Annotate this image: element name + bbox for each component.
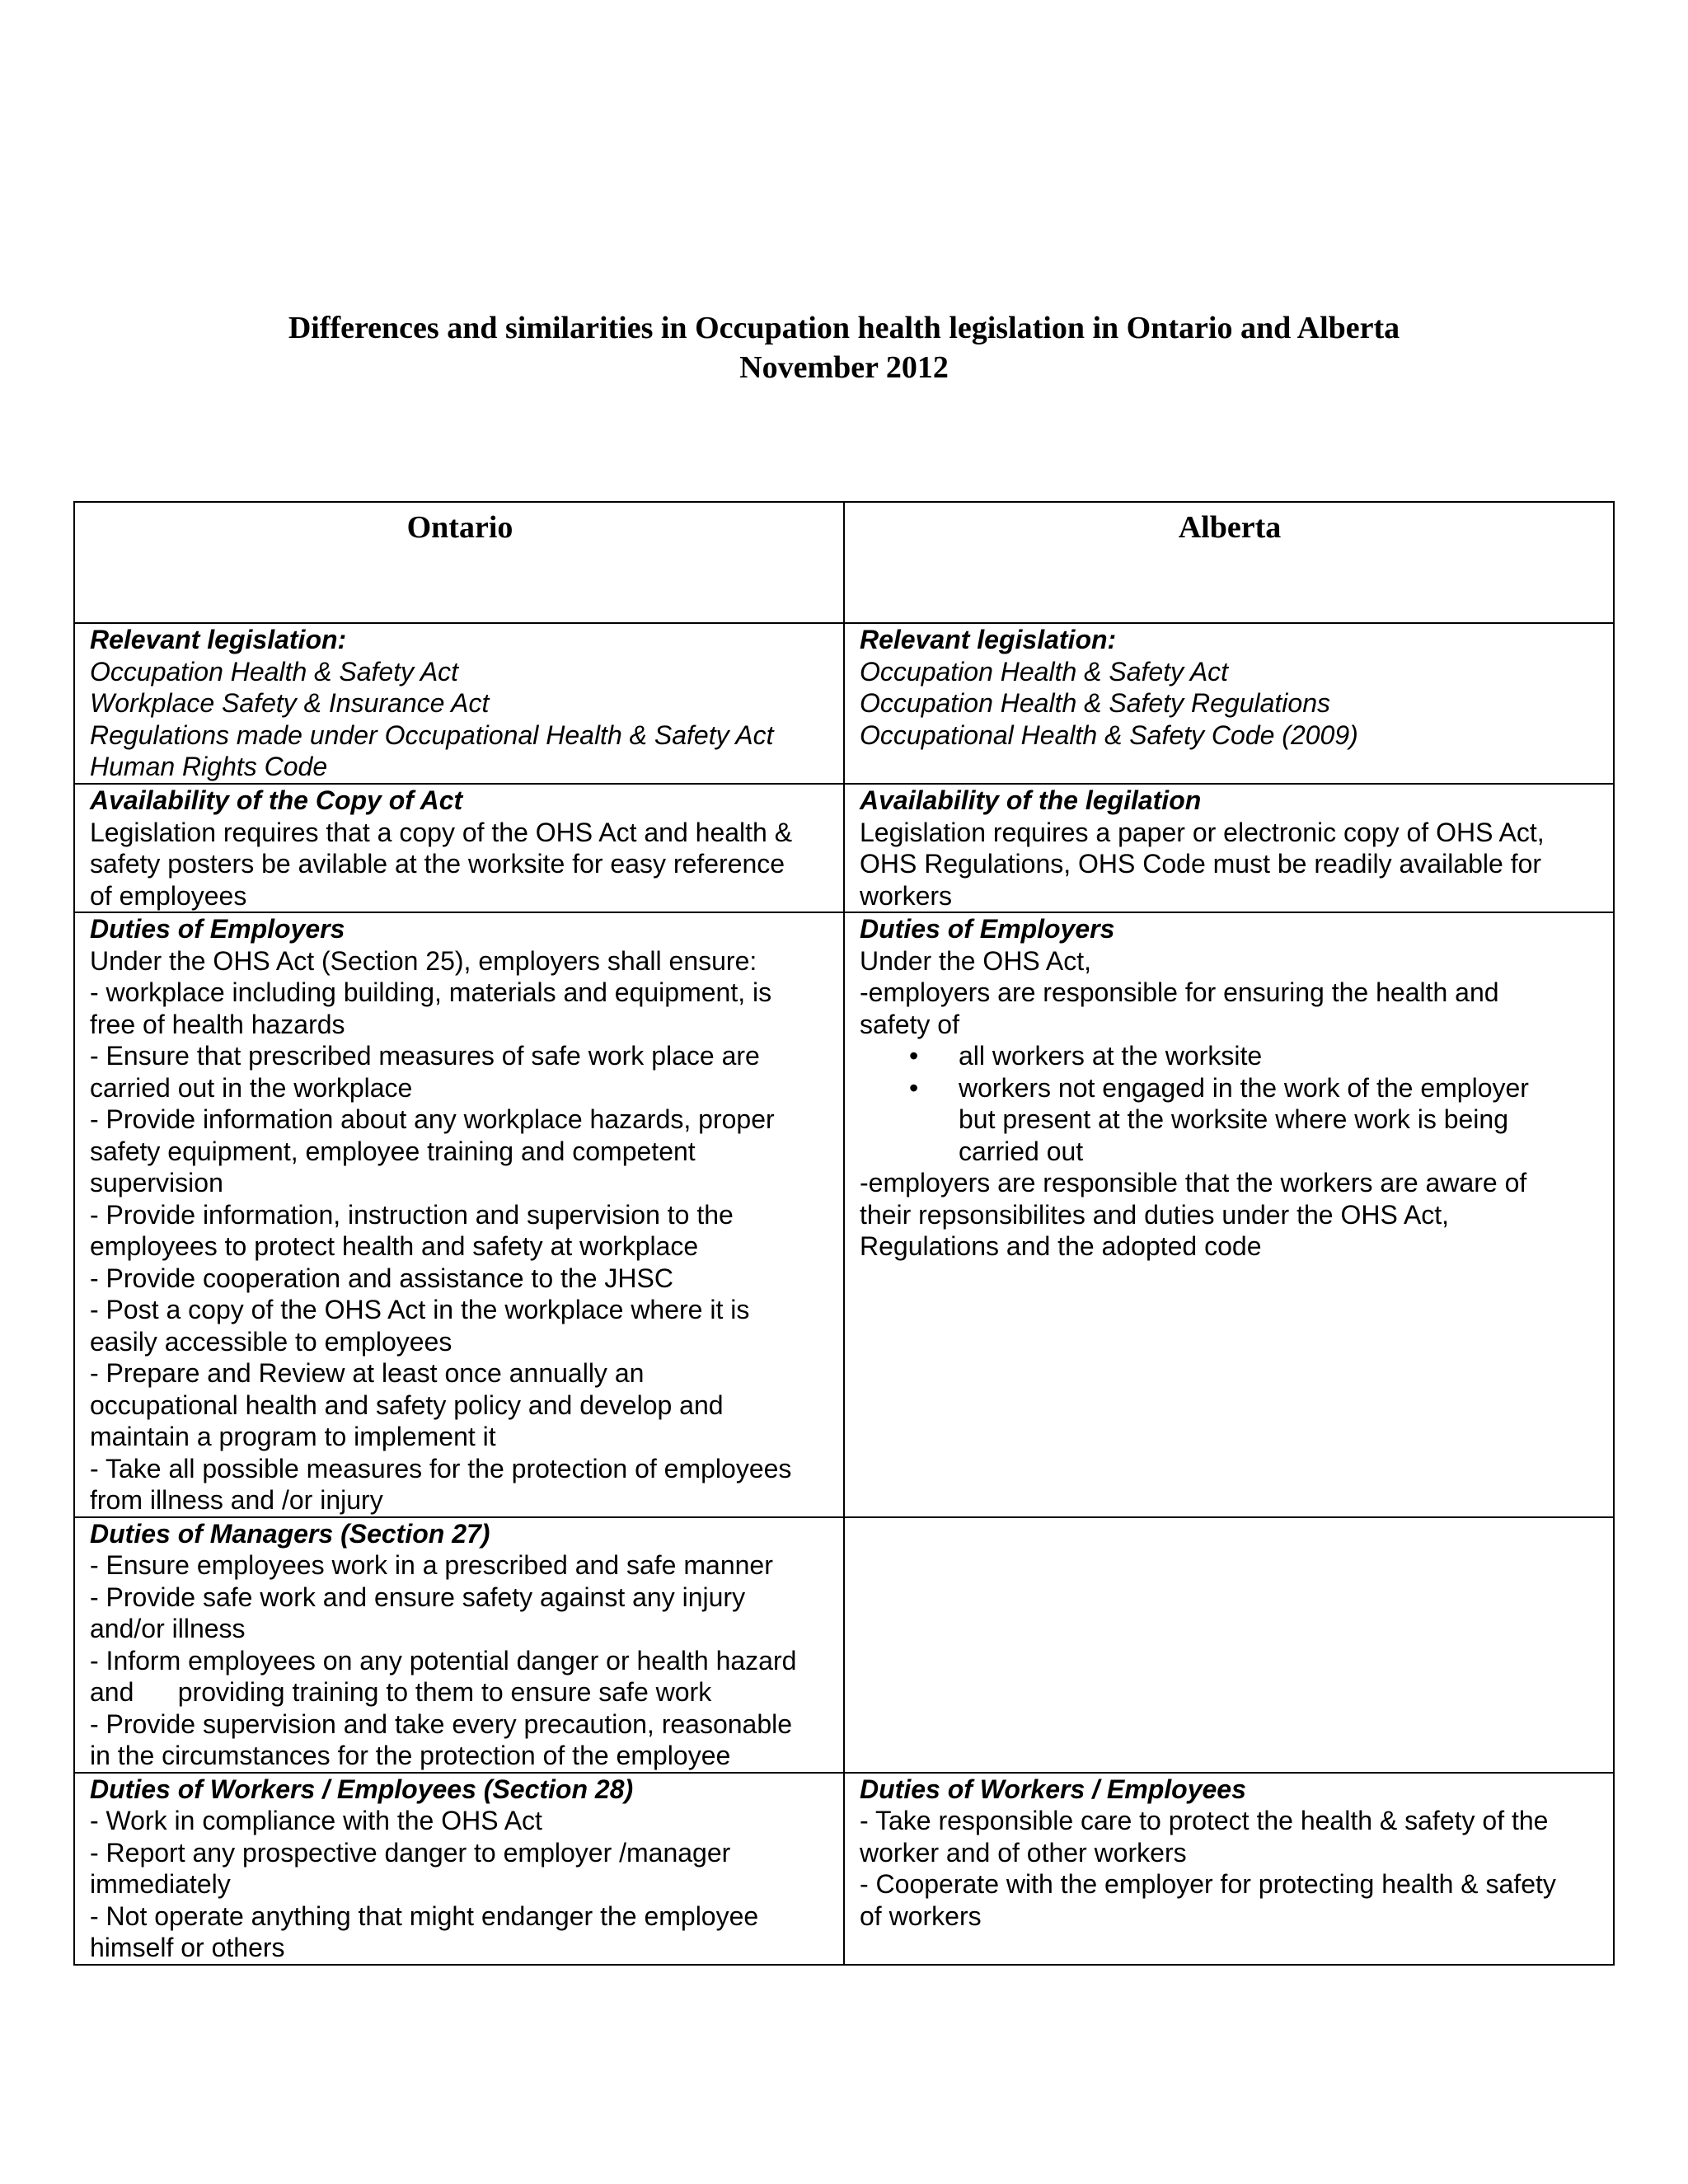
text-line: - workplace including building, materials and equipment, is [90,977,772,1007]
cell-ontario-availability [74,784,844,912]
text-line: -employers are responsible that the workers are aware of [860,1168,1527,1197]
cell-alberta-availability [844,784,1614,912]
cell-alberta-duties-employers [844,912,1614,1517]
legislation-item: Workplace Safety & Insurance Act [90,688,490,718]
text-line: maintain a program to implement it [90,1422,496,1451]
cell-alberta-duties-managers-empty [844,1517,1614,1773]
section-heading: Availability of the Copy of Act [90,785,463,815]
text-line: - Inform employees on any potential danger or health hazard [90,1645,797,1675]
text-line: Legislation requires that a copy of the OHS Act and health & [90,817,793,847]
text-line: carried out [959,1136,1084,1166]
text-line: - Provide cooperation and assistance to the JHSC [90,1263,673,1293]
text-line: carried out in the workplace [90,1072,413,1103]
section-heading: Duties of Employers [90,914,345,944]
text-line: easily accessible to employees [90,1326,452,1357]
text-line: worker and of other workers [860,1837,1187,1868]
text-line: - Ensure that prescribed measures of safe work place are [90,1041,760,1071]
column-header-ontario: Ontario [74,502,844,623]
text-line: in the circumstances for the protection of the employee [90,1741,731,1770]
section-heading: Relevant legislation: [90,625,347,654]
section-heading: Availability of the legilation [860,785,1202,815]
text-line: safety of [860,1009,959,1039]
cell-ontario-duties-employers [74,912,844,1517]
legislation-item: Occupational Health & Safety Code (2009) [860,719,1358,750]
text-line: supervision [90,1168,223,1197]
text-line: • workers not engaged in the work of the employer [959,1072,1529,1103]
section-heading: Duties of Employers [860,914,1115,944]
document-date: November 2012 [739,350,949,385]
text-line: their repsonsibilites and duties under the OHS Act, [860,1199,1450,1230]
table-row-duties-managers [74,1517,1614,1773]
text-line: Under the OHS Act, [860,945,1092,976]
section-heading: Duties of Workers / Employees (Section 28) [90,1774,634,1804]
text-line: occupational health and safety policy and develop and [90,1390,724,1420]
legislation-item: Human Rights Code [90,752,328,781]
text-line: Legislation requires a paper or electronic copy of OHS Act, [860,817,1545,847]
text-line: and providing training to them to ensure safe work [90,1677,712,1707]
text-line: from illness and /or injury [90,1485,383,1515]
text-line: of workers [860,1900,982,1931]
text-line: workers [860,880,953,911]
document-heading [0,308,1688,387]
legislation-item: Occupation Health & Safety Act [90,656,459,687]
list-item [959,1072,1600,1168]
cell-ontario-duties-managers [74,1517,844,1773]
text-line: immediately [90,1869,231,1899]
table-row-duties-workers [74,1773,1614,1965]
table-row-relevant-legislation [74,623,1614,784]
section-heading: Duties of Workers / Employees [860,1774,1246,1804]
text-line: and/or illness [90,1614,246,1643]
text-line: - Prepare and Review at least once annually an [90,1358,645,1388]
text-line: Under the OHS Act (Section 25), employers shall ensure: [90,945,757,976]
text-line: free of health hazards [90,1009,345,1039]
text-line: - Provide information, instruction and supervision to the [90,1199,734,1230]
list-item [959,1040,1600,1072]
text-line: - Take responsible care to protect the health & safety of the [860,1806,1549,1835]
column-header-alberta: Alberta [844,502,1614,623]
text-line: • all workers at the worksite [959,1041,1263,1071]
text-line: - Provide safe work and ensure safety against any injury [90,1582,746,1612]
cell-alberta-duties-workers [844,1773,1614,1965]
text-line: safety posters be avilable at the worksite for easy reference [90,849,785,879]
text-line: employees to protect health and safety at workplace [90,1231,699,1261]
cell-ontario-relevant-legislation [74,623,844,784]
cell-ontario-duties-workers [74,1773,844,1965]
text-line: of employees [90,880,247,911]
text-line: OHS Regulations, OHS Code must be readily available for [860,849,1542,879]
table-row-availability [74,784,1614,912]
text-line: himself or others [90,1933,285,1962]
text-line: safety equipment, employee training and competent [90,1136,696,1166]
section-heading: Relevant legislation: [860,625,1117,654]
comparison-table [73,501,1615,1966]
text-line: - Work in compliance with the OHS Act [90,1806,542,1835]
section-heading: Duties of Managers (Section 27) [90,1518,490,1549]
table-row-duties-employers [74,912,1614,1517]
cell-alberta-relevant-legislation [844,623,1614,784]
bullet-list [860,1040,1600,1167]
text-line: but present at the worksite where work is being [959,1104,1508,1134]
legislation-item: Regulations made under Occupational Health & Safety Act [90,719,774,750]
text-line: - Provide information about any workplace hazards, proper [90,1104,775,1134]
legislation-item: Occupation Health & Safety Act [860,656,1229,687]
text-line: - Provide supervision and take every precaution, reasonable [90,1708,793,1739]
text-line: Regulations and the adopted code [860,1231,1262,1261]
text-line: - Cooperate with the employer for protecting health & safety [860,1869,1556,1899]
legislation-item: Occupation Health & Safety Regulations [860,688,1330,718]
header-row [74,502,1614,623]
document-title: Differences and similarities in Occupation health legislation in Ontario and Alberta [288,311,1400,345]
text-line: - Report any prospective danger to employer /manager [90,1837,731,1868]
text-line: - Post a copy of the OHS Act in the workplace where it is [90,1295,750,1324]
text-line: - Ensure employees work in a prescribed and safe manner [90,1550,773,1580]
text-line: -employers are responsible for ensuring the health and [860,977,1499,1007]
text-line: - Not operate anything that might endanger the employee [90,1900,759,1931]
text-line: - Take all possible measures for the protection of employees [90,1453,792,1483]
